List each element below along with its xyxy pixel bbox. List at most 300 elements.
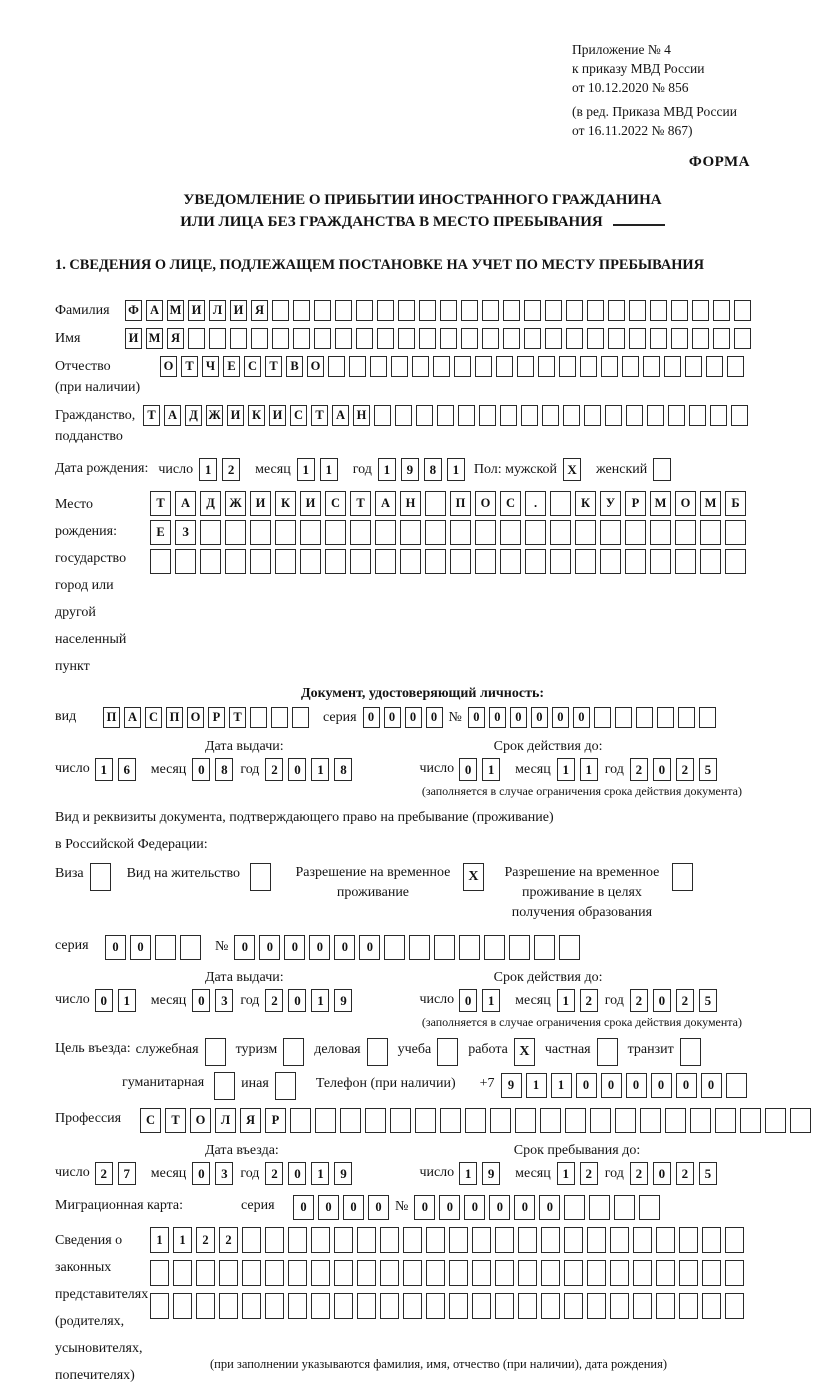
year-label: год bbox=[240, 993, 260, 1008]
form-cell: А bbox=[124, 707, 141, 728]
form-cell bbox=[209, 328, 226, 349]
form-cell bbox=[440, 328, 457, 349]
form-cell bbox=[550, 549, 571, 574]
form-cell: 0 bbox=[288, 758, 306, 781]
form-cell bbox=[525, 549, 546, 574]
representatives-label-line3: представителях bbox=[55, 1287, 149, 1302]
form-cell bbox=[205, 1038, 226, 1066]
form-cell bbox=[629, 300, 646, 321]
form-cell: 0 bbox=[95, 989, 113, 1012]
form-cell bbox=[450, 549, 471, 574]
form-cell bbox=[656, 1293, 675, 1319]
form-cell: 0 bbox=[234, 935, 255, 960]
form-cell bbox=[702, 1227, 721, 1253]
birth-place-row3 bbox=[150, 549, 750, 574]
form-cell bbox=[395, 405, 412, 426]
form-cell bbox=[633, 1293, 652, 1319]
form-cell bbox=[525, 520, 546, 545]
form-cell: 0 bbox=[552, 707, 569, 728]
form-title bbox=[55, 189, 790, 233]
form-cell bbox=[640, 1108, 661, 1133]
form-cell: 1 bbox=[447, 458, 465, 481]
form-cell bbox=[196, 1260, 215, 1286]
form-cell bbox=[550, 491, 571, 516]
name-cells bbox=[125, 328, 755, 349]
form-cell bbox=[188, 328, 205, 349]
form-cell bbox=[587, 1293, 606, 1319]
form-cell: И bbox=[188, 300, 205, 321]
patronymic-label bbox=[55, 356, 160, 398]
issue-date-heading: Дата выдачи: bbox=[205, 970, 284, 985]
purpose-work-checkbox bbox=[514, 1038, 535, 1066]
form-cell bbox=[665, 1108, 686, 1133]
form-cell: К bbox=[575, 491, 596, 516]
form-cell bbox=[726, 1073, 747, 1098]
form-cell: 0 bbox=[626, 1073, 647, 1098]
temp-residence-edu-label bbox=[498, 863, 666, 923]
form-cell bbox=[425, 549, 446, 574]
form-cell bbox=[475, 520, 496, 545]
surname-label: Фамилия bbox=[55, 303, 110, 318]
form-cell bbox=[150, 1293, 169, 1319]
form-cell bbox=[518, 1227, 537, 1253]
purpose-tourism-label: туризм bbox=[235, 1042, 278, 1057]
form-cell bbox=[614, 1195, 635, 1220]
form-cell: 8 bbox=[215, 758, 233, 781]
form-cell bbox=[335, 300, 352, 321]
representatives-label-line1: Сведения о bbox=[55, 1233, 123, 1248]
form-cell bbox=[636, 707, 653, 728]
form-cell bbox=[434, 935, 455, 960]
form-cell bbox=[403, 1227, 422, 1253]
temp-residence-edu-line3: получения образования bbox=[511, 905, 653, 920]
residence-date-headings bbox=[55, 969, 790, 987]
birth-place-label bbox=[55, 491, 150, 680]
form-cell bbox=[710, 405, 727, 426]
residence-valid-year bbox=[630, 989, 722, 1012]
form-cell: Л bbox=[209, 300, 226, 321]
residence-doc-line2: в Российской Федерации: bbox=[55, 837, 208, 852]
number-sign: № bbox=[215, 939, 229, 954]
form-cell bbox=[250, 707, 267, 728]
birth-place-cell-rows bbox=[150, 491, 750, 578]
form-cell bbox=[490, 1108, 511, 1133]
form-cell: 6 bbox=[118, 758, 136, 781]
residence-issue-year bbox=[265, 989, 357, 1012]
form-cell: 9 bbox=[482, 1162, 500, 1185]
month-label: месяц bbox=[515, 993, 551, 1008]
form-cell: 0 bbox=[288, 989, 306, 1012]
purpose-other-label: иная bbox=[241, 1076, 269, 1091]
form-cell: 2 bbox=[222, 458, 240, 481]
form-cell bbox=[288, 1227, 307, 1253]
form-cell bbox=[734, 300, 751, 321]
residence-series-cells bbox=[105, 935, 205, 960]
series-label: серия bbox=[55, 938, 89, 953]
birth-month-cells bbox=[297, 458, 343, 481]
residence-valid-month bbox=[557, 989, 603, 1012]
form-cell: С bbox=[244, 356, 261, 377]
form-cell bbox=[400, 520, 421, 545]
doc-series-cells bbox=[363, 707, 447, 728]
form-cell bbox=[472, 1260, 491, 1286]
migration-number-cells bbox=[414, 1195, 664, 1220]
form-cell: 3 bbox=[215, 1162, 233, 1185]
form-cell: 1 bbox=[378, 458, 396, 481]
form-cell: 1 bbox=[95, 758, 113, 781]
form-cell: 0 bbox=[601, 1073, 622, 1098]
form-cell bbox=[230, 328, 247, 349]
citizenship-label bbox=[55, 405, 143, 447]
day-label: число bbox=[55, 1165, 90, 1180]
form-cell: 2 bbox=[630, 1162, 648, 1185]
form-cell: Т bbox=[150, 491, 171, 516]
form-title-line2: ИЛИ ЛИЦА БЕЗ ГРАЖДАНСТВА В МЕСТО ПРЕБЫВАНИЯ bbox=[180, 214, 603, 230]
form-cell bbox=[671, 300, 688, 321]
form-cell bbox=[314, 300, 331, 321]
form-cell bbox=[482, 300, 499, 321]
form-cell bbox=[416, 405, 433, 426]
form-cell bbox=[656, 1227, 675, 1253]
form-cell: Б bbox=[725, 491, 746, 516]
form-cell bbox=[365, 1108, 386, 1133]
form-cell: 0 bbox=[464, 1195, 485, 1220]
form-cell: Я bbox=[167, 328, 184, 349]
form-cell bbox=[426, 1227, 445, 1253]
form-cell bbox=[692, 328, 709, 349]
form-cell bbox=[403, 1260, 422, 1286]
form-cell: 8 bbox=[424, 458, 442, 481]
form-word: ФОРМА bbox=[688, 154, 750, 170]
form-cell: О bbox=[475, 491, 496, 516]
form-cell bbox=[325, 520, 346, 545]
form-cell bbox=[271, 707, 288, 728]
month-label: месяц bbox=[150, 762, 187, 777]
form-cell: С bbox=[500, 491, 521, 516]
series-label: серия bbox=[323, 710, 357, 725]
form-cell bbox=[653, 458, 671, 481]
form-cell bbox=[495, 1227, 514, 1253]
form-cell: О bbox=[675, 491, 696, 516]
form-cell bbox=[615, 1108, 636, 1133]
form-cell: 0 bbox=[539, 1195, 560, 1220]
form-cell bbox=[633, 1227, 652, 1253]
form-cell bbox=[375, 520, 396, 545]
form-cell bbox=[426, 1293, 445, 1319]
form-cell: 8 bbox=[334, 758, 352, 781]
form-cell: С bbox=[145, 707, 162, 728]
form-cell: Р bbox=[625, 491, 646, 516]
form-cell bbox=[564, 1260, 583, 1286]
title-blank-underline bbox=[613, 224, 665, 226]
form-cell bbox=[242, 1293, 261, 1319]
form-cell bbox=[713, 300, 730, 321]
form-cell bbox=[600, 549, 621, 574]
purpose-humanitarian-label: гуманитарная bbox=[122, 1075, 205, 1090]
birth-place-row1 bbox=[150, 491, 750, 516]
form-cell: 2 bbox=[265, 989, 283, 1012]
purpose-study-checkbox bbox=[437, 1038, 458, 1066]
profession-label: Профессия bbox=[55, 1111, 122, 1126]
form-cell bbox=[356, 328, 373, 349]
form-cell: 1 bbox=[526, 1073, 547, 1098]
representatives-row3 bbox=[150, 1293, 748, 1319]
form-cell bbox=[725, 549, 746, 574]
form-cell: 5 bbox=[699, 758, 717, 781]
form-cell: 2 bbox=[265, 758, 283, 781]
form-cell bbox=[90, 863, 111, 891]
issue-date-heading: Дата выдачи: bbox=[205, 739, 284, 754]
birth-day-cells bbox=[199, 458, 245, 481]
form-cell: О bbox=[187, 707, 204, 728]
form-cell: З bbox=[175, 520, 196, 545]
form-cell: Р bbox=[208, 707, 225, 728]
form-cell bbox=[479, 405, 496, 426]
form-cell bbox=[265, 1293, 284, 1319]
series-label: серия bbox=[241, 1198, 275, 1213]
form-cell bbox=[334, 1293, 353, 1319]
form-cell: И bbox=[300, 491, 321, 516]
form-cell: 9 bbox=[501, 1073, 522, 1098]
form-cell: 2 bbox=[580, 1162, 598, 1185]
form-cell bbox=[650, 328, 667, 349]
stay-until-heading: Срок пребывания до: bbox=[513, 1143, 641, 1158]
form-cell bbox=[629, 328, 646, 349]
form-cell: 0 bbox=[531, 707, 548, 728]
form-cell: А bbox=[375, 491, 396, 516]
form-cell bbox=[610, 1260, 629, 1286]
birth-place-label-line1: Место рождения: bbox=[55, 497, 117, 539]
form-cell bbox=[675, 520, 696, 545]
form-cell: 2 bbox=[580, 989, 598, 1012]
form-cell: И bbox=[269, 405, 286, 426]
form-cell bbox=[454, 356, 471, 377]
form-cell bbox=[700, 520, 721, 545]
form-cell bbox=[545, 300, 562, 321]
residence-dates-row bbox=[55, 989, 790, 1012]
form-cell bbox=[425, 520, 446, 545]
purpose-official-label: служебная bbox=[135, 1042, 199, 1057]
form-cell: 1 bbox=[118, 989, 136, 1012]
purpose-transit-checkbox bbox=[680, 1038, 701, 1066]
form-cell bbox=[731, 405, 748, 426]
form-cell bbox=[461, 300, 478, 321]
phone-prefix: +7 bbox=[479, 1076, 495, 1091]
form-cell: Р bbox=[265, 1108, 286, 1133]
form-cell: 0 bbox=[405, 707, 422, 728]
form-cell: 0 bbox=[259, 935, 280, 960]
form-cell bbox=[288, 1260, 307, 1286]
form-cell bbox=[559, 356, 576, 377]
citizenship-label-line2: подданство bbox=[55, 429, 123, 444]
form-cell: 0 bbox=[343, 1195, 364, 1220]
section1-heading: 1. СВЕДЕНИЯ О ЛИЦЕ, ПОДЛЕЖАЩЕМ ПОСТАНОВКЕ НА УЧЕТ ПО МЕСТУ ПРЕБЫВАНИЯ bbox=[55, 257, 704, 273]
entry-month bbox=[192, 1162, 238, 1185]
form-cell: 0 bbox=[514, 1195, 535, 1220]
form-cell: 1 bbox=[311, 989, 329, 1012]
form-cell bbox=[426, 1260, 445, 1286]
form-cell bbox=[459, 935, 480, 960]
form-cell bbox=[449, 1260, 468, 1286]
form-cell bbox=[668, 405, 685, 426]
form-cell bbox=[503, 328, 520, 349]
form-cell bbox=[328, 356, 345, 377]
form-cell bbox=[250, 549, 271, 574]
form-cell bbox=[500, 520, 521, 545]
form-cell: 0 bbox=[676, 1073, 697, 1098]
form-cell bbox=[622, 356, 639, 377]
birth-place-label-line2: государство bbox=[55, 551, 127, 566]
form-cell: 0 bbox=[105, 935, 126, 960]
birth-year-cells bbox=[378, 458, 470, 481]
form-cell bbox=[449, 1293, 468, 1319]
form-cell: 0 bbox=[414, 1195, 435, 1220]
form-cell: 1 bbox=[297, 458, 315, 481]
form-cell: 0 bbox=[368, 1195, 389, 1220]
form-cell: 1 bbox=[459, 1162, 477, 1185]
form-cell: 0 bbox=[459, 758, 477, 781]
form-cell: А bbox=[164, 405, 181, 426]
form-cell: Т bbox=[165, 1108, 186, 1133]
form-cell bbox=[350, 549, 371, 574]
form-cell: У bbox=[600, 491, 621, 516]
form-cell bbox=[315, 1108, 336, 1133]
form-cell bbox=[391, 356, 408, 377]
form-cell bbox=[419, 328, 436, 349]
temp-residence-edu-line1: Разрешение на временное bbox=[504, 865, 660, 880]
stay-month bbox=[557, 1162, 603, 1185]
form-cell bbox=[250, 863, 271, 891]
day-label: число bbox=[419, 761, 455, 776]
form-cell: 1 bbox=[199, 458, 217, 481]
form-cell: Л bbox=[215, 1108, 236, 1133]
form-cell bbox=[633, 1260, 652, 1286]
form-title-line1: УВЕДОМЛЕНИЕ О ПРИБЫТИИ ИНОСТРАННОГО ГРАЖДАНИНА bbox=[183, 192, 662, 208]
form-cell bbox=[340, 1108, 361, 1133]
form-cell: 0 bbox=[318, 1195, 339, 1220]
form-cell: Д bbox=[200, 491, 221, 516]
form-cell bbox=[367, 1038, 388, 1066]
form-cell bbox=[509, 935, 530, 960]
purpose-private-label: частная bbox=[544, 1042, 591, 1057]
year-label: год bbox=[240, 762, 260, 777]
form-cell bbox=[625, 520, 646, 545]
form-cell: А bbox=[146, 300, 163, 321]
form-cell: 2 bbox=[630, 758, 648, 781]
form-cell bbox=[575, 520, 596, 545]
form-cell bbox=[597, 1038, 618, 1066]
form-cell: 1 bbox=[320, 458, 338, 481]
form-cell bbox=[419, 300, 436, 321]
form-cell: И bbox=[230, 300, 247, 321]
form-cell bbox=[482, 328, 499, 349]
form-cell: П bbox=[450, 491, 471, 516]
form-cell: И bbox=[125, 328, 142, 349]
form-cell: 5 bbox=[699, 1162, 717, 1185]
form-cell bbox=[219, 1293, 238, 1319]
phone-label: Телефон (при наличии) bbox=[315, 1076, 456, 1091]
purpose-other-checkbox bbox=[275, 1072, 296, 1100]
form-cell: 0 bbox=[701, 1073, 722, 1098]
form-cell bbox=[472, 1227, 491, 1253]
form-cell bbox=[496, 356, 513, 377]
form-cell bbox=[521, 405, 538, 426]
valid-until-heading: Срок действия до: bbox=[493, 970, 603, 985]
form-cell bbox=[518, 1260, 537, 1286]
residence-issue-day bbox=[95, 989, 141, 1012]
form-cell bbox=[664, 356, 681, 377]
form-cell bbox=[564, 1227, 583, 1253]
purpose-business-checkbox bbox=[367, 1038, 388, 1066]
form-cell bbox=[265, 1227, 284, 1253]
form-cell bbox=[575, 549, 596, 574]
form-cell: 2 bbox=[676, 758, 694, 781]
month-label: месяц bbox=[515, 1166, 551, 1181]
birth-place-label-line4: населенный пункт bbox=[55, 632, 127, 674]
form-cell bbox=[587, 1227, 606, 1253]
form-cell: 1 bbox=[482, 989, 500, 1012]
form-cell bbox=[541, 1260, 560, 1286]
doc-issue-day bbox=[95, 758, 141, 781]
edition-line: от 16.11.2022 № 867) bbox=[572, 123, 693, 138]
form-cell: 2 bbox=[630, 989, 648, 1012]
doc-date-headings bbox=[55, 738, 790, 756]
month-label: месяц bbox=[150, 993, 187, 1008]
form-cell: Н bbox=[400, 491, 421, 516]
form-cell bbox=[559, 935, 580, 960]
form-cell bbox=[196, 1293, 215, 1319]
stay-year bbox=[630, 1162, 722, 1185]
doc-issue-year bbox=[265, 758, 357, 781]
form-cell: 1 bbox=[557, 1162, 575, 1185]
temp-residence-edu-line2: проживание в целях bbox=[522, 885, 642, 900]
form-cell bbox=[589, 1195, 610, 1220]
form-cell bbox=[400, 549, 421, 574]
edition-line: (в ред. Приказа МВД России bbox=[572, 104, 737, 119]
form-cell bbox=[314, 328, 331, 349]
form-cell bbox=[587, 1260, 606, 1286]
form-cell: Е bbox=[223, 356, 240, 377]
representatives-label-line4: (родителях, bbox=[55, 1314, 125, 1329]
form-cell bbox=[503, 300, 520, 321]
form-cell: П bbox=[166, 707, 183, 728]
form-cell bbox=[484, 935, 505, 960]
form-cell bbox=[265, 1260, 284, 1286]
sex-male-label: Пол: мужской bbox=[473, 462, 558, 477]
form-cell: X bbox=[463, 863, 484, 891]
residence-number-cells bbox=[234, 935, 584, 960]
form-cell: 7 bbox=[118, 1162, 136, 1185]
month-label: месяц bbox=[255, 462, 291, 477]
form-cell bbox=[200, 520, 221, 545]
validity-note: (заполняется в случае ограничения срока действия документа) bbox=[421, 784, 742, 798]
form-cell bbox=[311, 1227, 330, 1253]
form-cell bbox=[690, 1108, 711, 1133]
form-cell: 1 bbox=[557, 758, 575, 781]
sex-female-label: женский bbox=[596, 462, 648, 477]
form-cell: 0 bbox=[288, 1162, 306, 1185]
form-cell bbox=[334, 1227, 353, 1253]
form-cell bbox=[449, 1227, 468, 1253]
form-cell bbox=[357, 1260, 376, 1286]
form-cell: 5 bbox=[699, 989, 717, 1012]
entry-year bbox=[265, 1162, 357, 1185]
form-cell bbox=[495, 1293, 514, 1319]
form-cell bbox=[311, 1260, 330, 1286]
form-cell bbox=[293, 328, 310, 349]
temp-residence-line2: проживание bbox=[336, 885, 410, 900]
form-cell bbox=[608, 300, 625, 321]
